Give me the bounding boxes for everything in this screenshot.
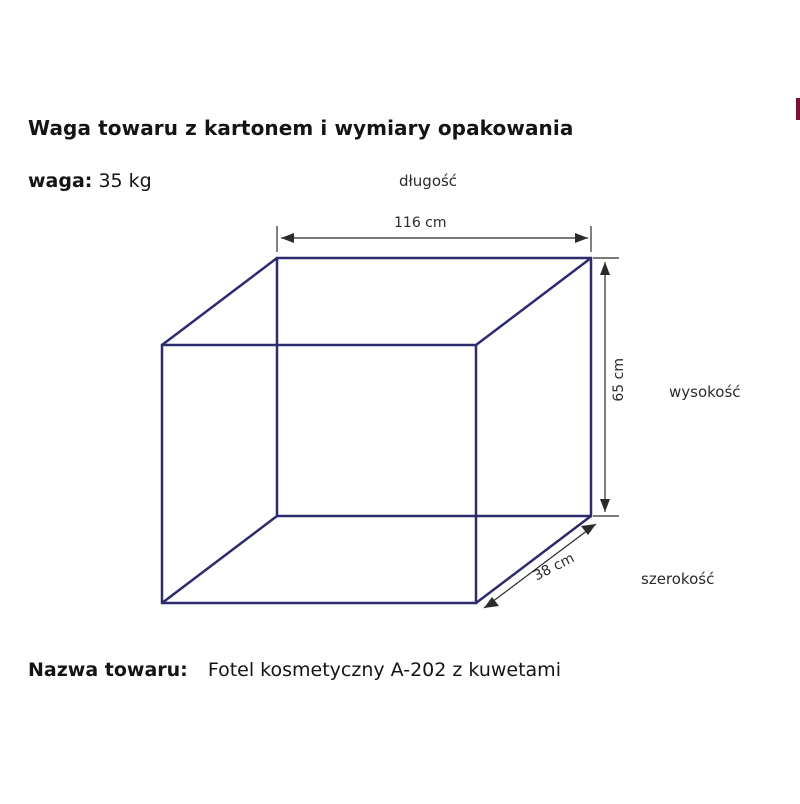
width-label: szerokość: [641, 570, 715, 588]
width-dimension-value: 38 cm: [531, 550, 578, 585]
product-name-row: [28, 659, 561, 681]
height-label: wysokość: [669, 383, 741, 401]
page-title: Waga towaru z kartonem i wymiary opakowania: [28, 116, 574, 140]
weight-label: waga:: [28, 170, 93, 192]
length-label: długość: [399, 172, 458, 190]
height-dimension-value: 65 cm: [611, 358, 627, 402]
product-name-value: Fotel kosmetyczny A-202 z kuwetami: [207, 659, 561, 681]
product-name-label: Nazwa towaru:: [28, 659, 188, 681]
length-dimension-value: 116 cm: [394, 215, 447, 231]
weight-value: 35 kg: [98, 170, 152, 192]
